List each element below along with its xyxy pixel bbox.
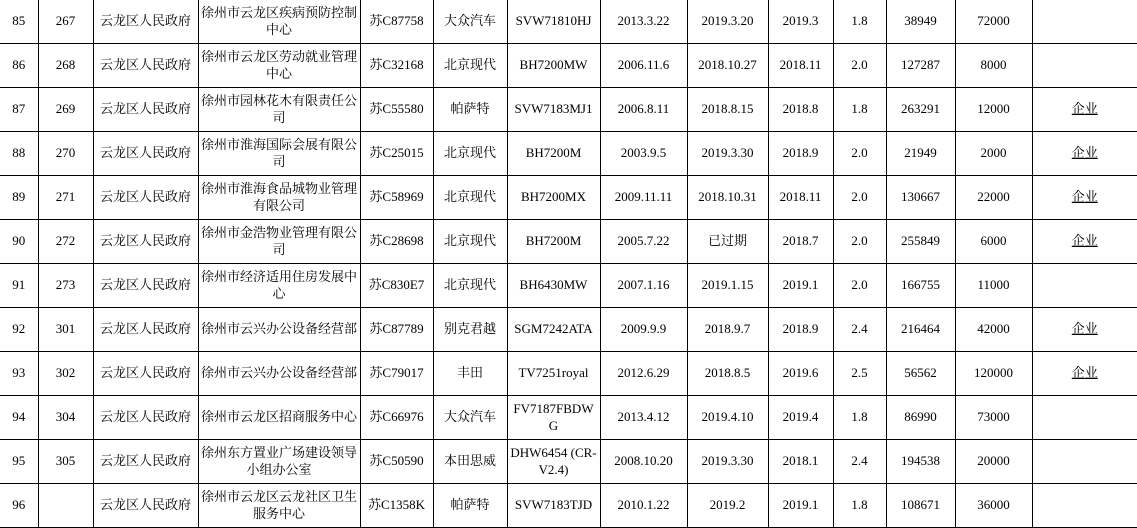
- cell-vehicle-brand: 别克君越: [433, 308, 507, 352]
- cell-unit-name: 徐州市云龙区招商服务中心: [198, 396, 360, 440]
- cell-sequence-number: 304: [38, 396, 93, 440]
- cell-license-plate: 苏C50590: [360, 440, 433, 484]
- cell-year-month: 2018.7: [768, 220, 833, 264]
- cell-disposal-target-type: 企业: [1032, 220, 1137, 264]
- cell-government-department: 云龙区人民政府: [93, 440, 198, 484]
- cell-inspection-valid-date: 已过期: [687, 220, 768, 264]
- cell-vehicle-model: SVW71810HJ: [507, 0, 600, 44]
- cell-vehicle-model: SVW7183TJD: [507, 484, 600, 528]
- cell-row-number: 95: [0, 440, 38, 484]
- cell-vehicle-model: FV7187FBDWG: [507, 396, 600, 440]
- table-row: [0, 440, 1137, 484]
- cell-year-month: 2019.1: [768, 484, 833, 528]
- table-row: [0, 220, 1137, 264]
- cell-registration-date: 2003.9.5: [600, 132, 687, 176]
- cell-government-department: 云龙区人民政府: [93, 308, 198, 352]
- cell-year-month: 2018.1: [768, 440, 833, 484]
- cell-registration-date: 2008.10.20: [600, 440, 687, 484]
- cell-inspection-valid-date: 2018.10.31: [687, 176, 768, 220]
- cell-appraised-price: 22000: [955, 176, 1032, 220]
- cell-mileage: 255849: [886, 220, 955, 264]
- cell-appraised-price: 72000: [955, 0, 1032, 44]
- cell-disposal-target-type: [1032, 396, 1137, 440]
- cell-mileage: 38949: [886, 0, 955, 44]
- cell-license-plate: 苏C66976: [360, 396, 433, 440]
- cell-year-month: 2018.8: [768, 88, 833, 132]
- cell-sequence-number: 273: [38, 264, 93, 308]
- cell-vehicle-model: DHW6454 (CR-V2.4): [507, 440, 600, 484]
- cell-registration-date: 2005.7.22: [600, 220, 687, 264]
- cell-disposal-target-type: 企业: [1032, 88, 1137, 132]
- cell-vehicle-model: BH6430MW: [507, 264, 600, 308]
- table-row: [0, 44, 1137, 88]
- cell-registration-date: 2013.3.22: [600, 0, 687, 44]
- cell-engine-displacement: 2.4: [833, 440, 886, 484]
- cell-row-number: 96: [0, 484, 38, 528]
- cell-sequence-number: 302: [38, 352, 93, 396]
- cell-registration-date: 2010.1.22: [600, 484, 687, 528]
- cell-unit-name: 徐州市淮海食品城物业管理有限公司: [198, 176, 360, 220]
- cell-inspection-valid-date: 2019.3.30: [687, 132, 768, 176]
- cell-vehicle-model: BH7200M: [507, 132, 600, 176]
- cell-engine-displacement: 1.8: [833, 0, 886, 44]
- cell-vehicle-brand: 北京现代: [433, 44, 507, 88]
- cell-row-number: 94: [0, 396, 38, 440]
- cell-vehicle-brand: 丰田: [433, 352, 507, 396]
- cell-license-plate: 苏C32168: [360, 44, 433, 88]
- cell-engine-displacement: 2.0: [833, 176, 886, 220]
- cell-unit-name: 徐州市经济适用住房发展中心: [198, 264, 360, 308]
- cell-registration-date: 2013.4.12: [600, 396, 687, 440]
- cell-registration-date: 2006.11.6: [600, 44, 687, 88]
- cell-license-plate: 苏C79017: [360, 352, 433, 396]
- cell-sequence-number: [38, 484, 93, 528]
- cell-engine-displacement: 2.0: [833, 264, 886, 308]
- cell-vehicle-brand: 本田思威: [433, 440, 507, 484]
- cell-inspection-valid-date: 2018.8.5: [687, 352, 768, 396]
- cell-vehicle-brand: 北京现代: [433, 220, 507, 264]
- table-row: [0, 484, 1137, 528]
- table-row: [0, 0, 1137, 44]
- cell-vehicle-brand: 大众汽车: [433, 0, 507, 44]
- cell-disposal-target-type: 企业: [1032, 352, 1137, 396]
- cell-appraised-price: 11000: [955, 264, 1032, 308]
- cell-government-department: 云龙区人民政府: [93, 176, 198, 220]
- cell-mileage: 130667: [886, 176, 955, 220]
- cell-government-department: 云龙区人民政府: [93, 264, 198, 308]
- table-row: [0, 396, 1137, 440]
- cell-year-month: 2019.4: [768, 396, 833, 440]
- cell-mileage: 56562: [886, 352, 955, 396]
- cell-vehicle-brand: 北京现代: [433, 176, 507, 220]
- cell-inspection-valid-date: 2019.4.10: [687, 396, 768, 440]
- cell-unit-name: 徐州东方置业广场建设领导小组办公室: [198, 440, 360, 484]
- cell-unit-name: 徐州市云兴办公设备经营部: [198, 308, 360, 352]
- cell-engine-displacement: 2.0: [833, 132, 886, 176]
- cell-vehicle-brand: 大众汽车: [433, 396, 507, 440]
- cell-row-number: 93: [0, 352, 38, 396]
- cell-vehicle-model: SGM7242ATA: [507, 308, 600, 352]
- cell-registration-date: 2009.11.11: [600, 176, 687, 220]
- cell-license-plate: 苏C28698: [360, 220, 433, 264]
- cell-inspection-valid-date: 2018.9.7: [687, 308, 768, 352]
- cell-appraised-price: 36000: [955, 484, 1032, 528]
- table-row: [0, 308, 1137, 352]
- cell-year-month: 2018.11: [768, 44, 833, 88]
- cell-year-month: 2018.9: [768, 308, 833, 352]
- cell-unit-name: 徐州市金浩物业管理有限公司: [198, 220, 360, 264]
- cell-year-month: 2019.6: [768, 352, 833, 396]
- cell-inspection-valid-date: 2019.1.15: [687, 264, 768, 308]
- table-row: [0, 352, 1137, 396]
- cell-vehicle-model: BH7200MW: [507, 44, 600, 88]
- cell-mileage: 127287: [886, 44, 955, 88]
- cell-year-month: 2019.3: [768, 0, 833, 44]
- cell-mileage: 194538: [886, 440, 955, 484]
- cell-engine-displacement: 2.4: [833, 308, 886, 352]
- cell-row-number: 86: [0, 44, 38, 88]
- table-row: [0, 176, 1137, 220]
- table-row: [0, 88, 1137, 132]
- cell-row-number: 85: [0, 0, 38, 44]
- cell-engine-displacement: 2.5: [833, 352, 886, 396]
- cell-vehicle-model: BH7200M: [507, 220, 600, 264]
- cell-unit-name: 徐州市云龙区云龙社区卫生服务中心: [198, 484, 360, 528]
- cell-year-month: 2018.9: [768, 132, 833, 176]
- cell-registration-date: 2009.9.9: [600, 308, 687, 352]
- cell-unit-name: 徐州市淮海国际会展有限公司: [198, 132, 360, 176]
- cell-inspection-valid-date: 2019.3.20: [687, 0, 768, 44]
- cell-engine-displacement: 2.0: [833, 44, 886, 88]
- cell-vehicle-model: SVW7183MJ1: [507, 88, 600, 132]
- cell-vehicle-model: TV7251royal: [507, 352, 600, 396]
- cell-unit-name: 徐州市园林花木有限责任公司: [198, 88, 360, 132]
- cell-engine-displacement: 1.8: [833, 484, 886, 528]
- cell-license-plate: 苏C830E7: [360, 264, 433, 308]
- cell-mileage: 166755: [886, 264, 955, 308]
- cell-unit-name: 徐州市云龙区劳动就业管理中心: [198, 44, 360, 88]
- cell-appraised-price: 12000: [955, 88, 1032, 132]
- cell-mileage: 21949: [886, 132, 955, 176]
- cell-license-plate: 苏C25015: [360, 132, 433, 176]
- cell-sequence-number: 270: [38, 132, 93, 176]
- cell-year-month: 2018.11: [768, 176, 833, 220]
- table-row: [0, 132, 1137, 176]
- cell-sequence-number: 269: [38, 88, 93, 132]
- cell-government-department: 云龙区人民政府: [93, 88, 198, 132]
- cell-government-department: 云龙区人民政府: [93, 220, 198, 264]
- cell-disposal-target-type: [1032, 44, 1137, 88]
- cell-appraised-price: 6000: [955, 220, 1032, 264]
- cell-vehicle-brand: 帕萨特: [433, 484, 507, 528]
- cell-vehicle-model: BH7200MX: [507, 176, 600, 220]
- cell-government-department: 云龙区人民政府: [93, 132, 198, 176]
- cell-row-number: 91: [0, 264, 38, 308]
- cell-mileage: 263291: [886, 88, 955, 132]
- cell-row-number: 92: [0, 308, 38, 352]
- cell-row-number: 90: [0, 220, 38, 264]
- cell-sequence-number: 272: [38, 220, 93, 264]
- cell-year-month: 2019.1: [768, 264, 833, 308]
- cell-government-department: 云龙区人民政府: [93, 0, 198, 44]
- cell-sequence-number: 271: [38, 176, 93, 220]
- cell-disposal-target-type: [1032, 264, 1137, 308]
- cell-vehicle-brand: 北京现代: [433, 132, 507, 176]
- cell-sequence-number: 267: [38, 0, 93, 44]
- cell-government-department: 云龙区人民政府: [93, 352, 198, 396]
- cell-government-department: 云龙区人民政府: [93, 396, 198, 440]
- table-row: [0, 264, 1137, 308]
- cell-vehicle-brand: 帕萨特: [433, 88, 507, 132]
- cell-registration-date: 2012.6.29: [600, 352, 687, 396]
- cell-appraised-price: 42000: [955, 308, 1032, 352]
- cell-row-number: 87: [0, 88, 38, 132]
- cell-mileage: 86990: [886, 396, 955, 440]
- cell-sequence-number: 301: [38, 308, 93, 352]
- cell-disposal-target-type: 企业: [1032, 132, 1137, 176]
- cell-engine-displacement: 1.8: [833, 396, 886, 440]
- cell-inspection-valid-date: 2018.8.15: [687, 88, 768, 132]
- cell-registration-date: 2007.1.16: [600, 264, 687, 308]
- cell-registration-date: 2006.8.11: [600, 88, 687, 132]
- cell-disposal-target-type: [1032, 0, 1137, 44]
- cell-inspection-valid-date: 2019.3.30: [687, 440, 768, 484]
- cell-sequence-number: 305: [38, 440, 93, 484]
- cell-appraised-price: 8000: [955, 44, 1032, 88]
- cell-engine-displacement: 2.0: [833, 220, 886, 264]
- cell-license-plate: 苏C55580: [360, 88, 433, 132]
- cell-government-department: 云龙区人民政府: [93, 484, 198, 528]
- cell-appraised-price: 2000: [955, 132, 1032, 176]
- cell-disposal-target-type: 企业: [1032, 176, 1137, 220]
- cell-vehicle-brand: 北京现代: [433, 264, 507, 308]
- cell-unit-name: 徐州市云兴办公设备经营部: [198, 352, 360, 396]
- cell-appraised-price: 20000: [955, 440, 1032, 484]
- cell-appraised-price: 73000: [955, 396, 1032, 440]
- cell-inspection-valid-date: 2019.2: [687, 484, 768, 528]
- cell-disposal-target-type: 企业: [1032, 308, 1137, 352]
- cell-disposal-target-type: [1032, 440, 1137, 484]
- cell-license-plate: 苏C58969: [360, 176, 433, 220]
- cell-license-plate: 苏C87789: [360, 308, 433, 352]
- cell-engine-displacement: 1.8: [833, 88, 886, 132]
- cell-unit-name: 徐州市云龙区疾病预防控制中心: [198, 0, 360, 44]
- cell-government-department: 云龙区人民政府: [93, 44, 198, 88]
- cell-row-number: 88: [0, 132, 38, 176]
- cell-sequence-number: 268: [38, 44, 93, 88]
- cell-appraised-price: 120000: [955, 352, 1032, 396]
- cell-license-plate: 苏C1358K: [360, 484, 433, 528]
- cell-disposal-target-type: [1032, 484, 1137, 528]
- cell-license-plate: 苏C87758: [360, 0, 433, 44]
- cell-mileage: 108671: [886, 484, 955, 528]
- cell-inspection-valid-date: 2018.10.27: [687, 44, 768, 88]
- cell-mileage: 216464: [886, 308, 955, 352]
- cell-row-number: 89: [0, 176, 38, 220]
